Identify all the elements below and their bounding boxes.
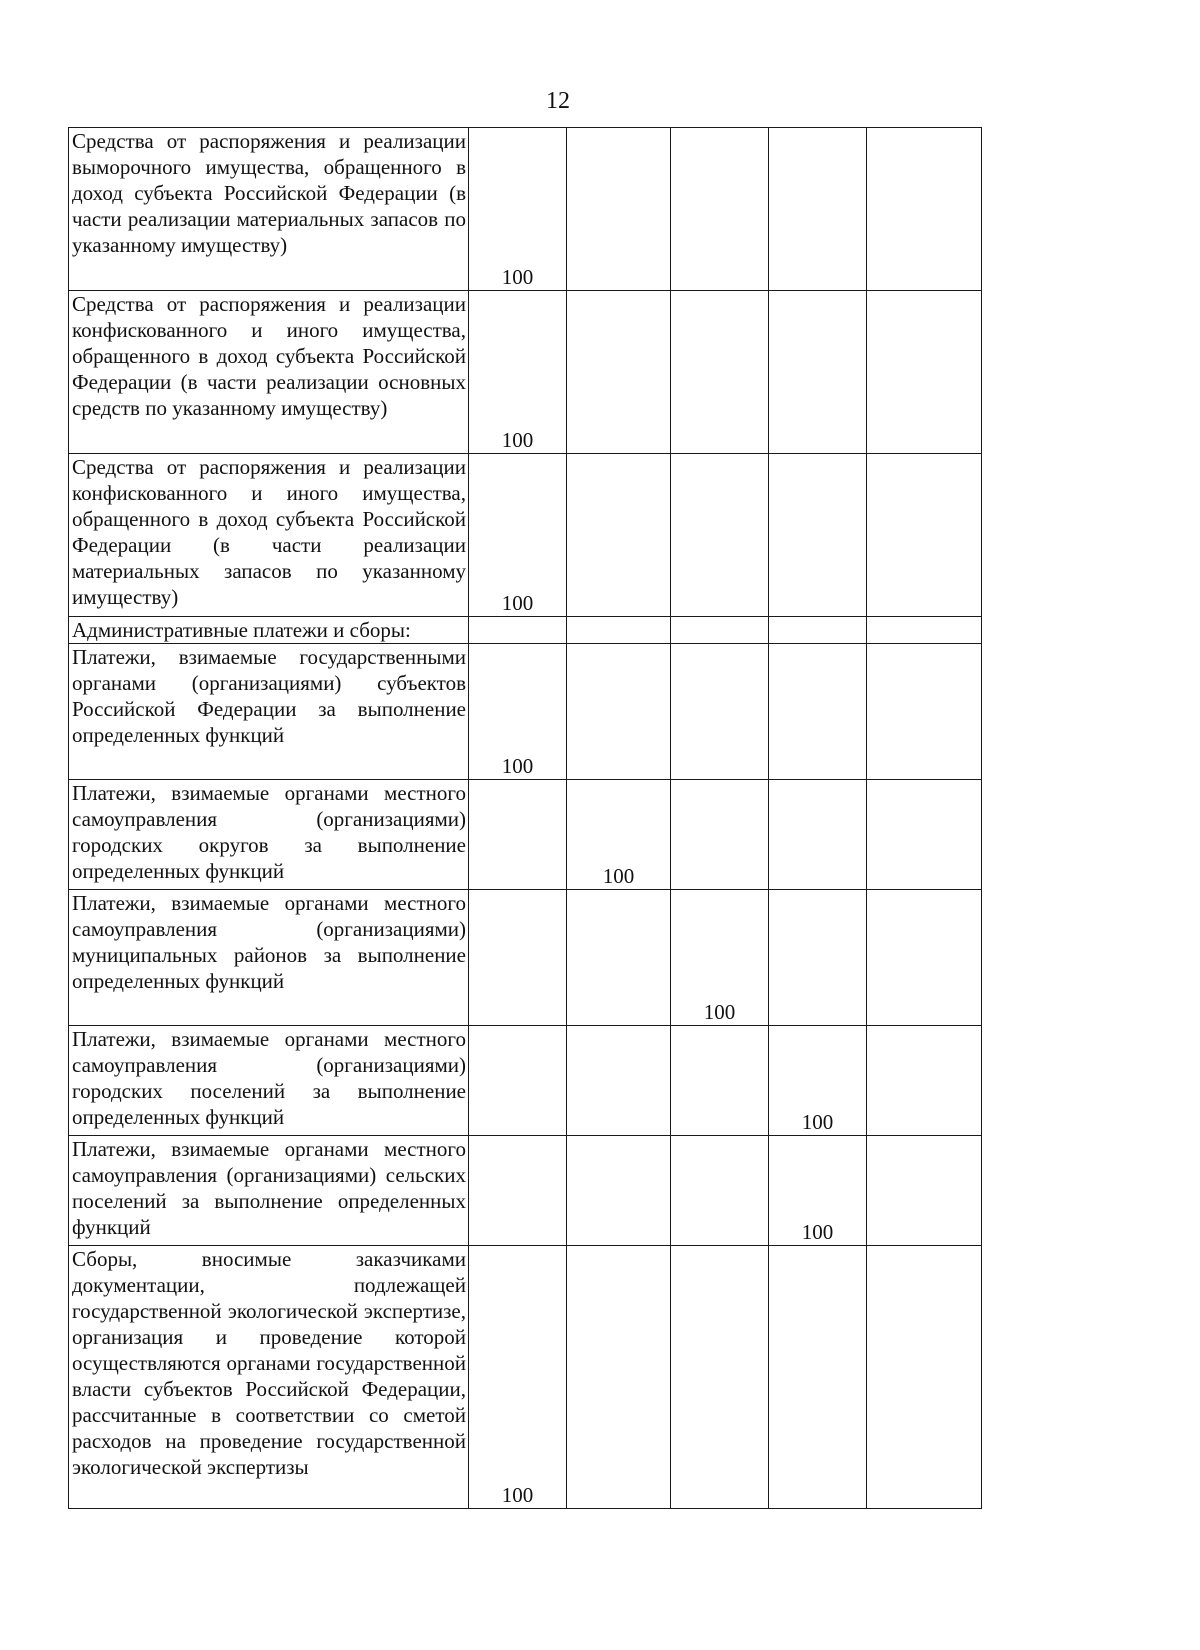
value-cell (867, 890, 982, 1026)
cell-value: 100 (801, 1220, 834, 1244)
value-cell (769, 128, 867, 291)
value-cell (567, 780, 671, 890)
value-cell (671, 617, 769, 644)
section-heading: Административные платежи и сборы: (69, 617, 469, 644)
table-row (69, 644, 982, 780)
value-cell (469, 1136, 567, 1246)
value-cell (867, 291, 982, 454)
value-cell (769, 644, 867, 780)
value-cell (469, 291, 567, 454)
value-cell (867, 1136, 982, 1246)
cell-value: 100 (501, 428, 534, 452)
value-cell (867, 644, 982, 780)
value-cell (867, 454, 982, 617)
value-cell (567, 890, 671, 1026)
table-row (69, 291, 982, 454)
cell-value: 100 (501, 754, 534, 778)
row-description: Платежи, взимаемые органами местного самоуправления (организациями) городских округов за выполнение определенных функций (69, 780, 469, 890)
row-description: Платежи, взимаемые органами местного самоуправления (организациями) муниципальных районов за выполнение определенных функций (69, 890, 469, 1026)
value-cell (769, 780, 867, 890)
table-row (69, 1136, 982, 1246)
value-cell (567, 454, 671, 617)
cell-value: 100 (501, 265, 534, 289)
value-cell (671, 890, 769, 1026)
row-description: Платежи, взимаемые государственными органами (организациями) субъектов Российской Федерации за выполнение определенных функций (69, 644, 469, 780)
value-cell (567, 128, 671, 291)
cell-value: 100 (501, 591, 534, 615)
revenue-distribution-table (68, 127, 982, 1509)
value-cell (567, 1136, 671, 1246)
value-cell (769, 1136, 867, 1246)
value-cell (567, 291, 671, 454)
value-cell (469, 454, 567, 617)
value-cell (469, 644, 567, 780)
table-row (69, 1246, 982, 1509)
value-cell (769, 617, 867, 644)
value-cell (567, 644, 671, 780)
value-cell (567, 1026, 671, 1136)
value-cell (469, 780, 567, 890)
row-description: Средства от распоряжения и реализации выморочного имущества, обращенного в доход субъекта Российской Федерации (в части реализации материальных запасов по указанному имуществу) (69, 128, 469, 291)
value-cell (671, 291, 769, 454)
table-row (69, 780, 982, 890)
value-cell (567, 1246, 671, 1509)
value-cell (867, 1026, 982, 1136)
value-cell (671, 1246, 769, 1509)
page-number: 12 (546, 88, 570, 114)
value-cell (769, 890, 867, 1026)
value-cell (769, 1246, 867, 1509)
value-cell (769, 291, 867, 454)
table-row (69, 128, 982, 291)
value-cell (671, 1136, 769, 1246)
value-cell (769, 454, 867, 617)
cell-value: 100 (703, 1000, 736, 1024)
value-cell (469, 1026, 567, 1136)
cell-value: 100 (801, 1110, 834, 1134)
value-cell (671, 1026, 769, 1136)
table-row (69, 890, 982, 1026)
cell-value: 100 (602, 864, 635, 888)
value-cell (567, 617, 671, 644)
value-cell (769, 1026, 867, 1136)
row-description: Платежи, взимаемые органами местного самоуправления (организациями) сельских поселений за выполнение определенных функций (69, 1136, 469, 1246)
value-cell (671, 780, 769, 890)
table-row (69, 617, 982, 644)
row-description: Средства от распоряжения и реализации конфискованного и иного имущества, обращенного в доход субъекта Российской Федерации (в части реализации основных средств по указанному имуществу) (69, 291, 469, 454)
value-cell (867, 128, 982, 291)
value-cell (671, 128, 769, 291)
value-cell (469, 890, 567, 1026)
table-row (69, 454, 982, 617)
cell-value: 100 (501, 1483, 534, 1507)
value-cell (867, 780, 982, 890)
value-cell (671, 454, 769, 617)
value-cell (469, 128, 567, 291)
row-description: Платежи, взимаемые органами местного самоуправления (организациями) городских поселений за выполнение определенных функций (69, 1026, 469, 1136)
value-cell (867, 617, 982, 644)
value-cell (867, 1246, 982, 1509)
value-cell (469, 617, 567, 644)
table-row (69, 1026, 982, 1136)
row-description: Средства от распоряжения и реализации конфискованного и иного имущества, обращенного в доход субъекта Российской Федерации (в части реализации материальных запасов по указанному имуществу) (69, 454, 469, 617)
value-cell (671, 644, 769, 780)
value-cell (469, 1246, 567, 1509)
row-description: Сборы, вносимые заказчиками документации, подлежащей государственной экологической экспертизе, организация и проведение которой осуществляются органами государственной власти субъектов Российской Федерации, рассчитанные в соответствии со сметой расходов на проведение государственной экологической экспертизы (69, 1246, 469, 1509)
